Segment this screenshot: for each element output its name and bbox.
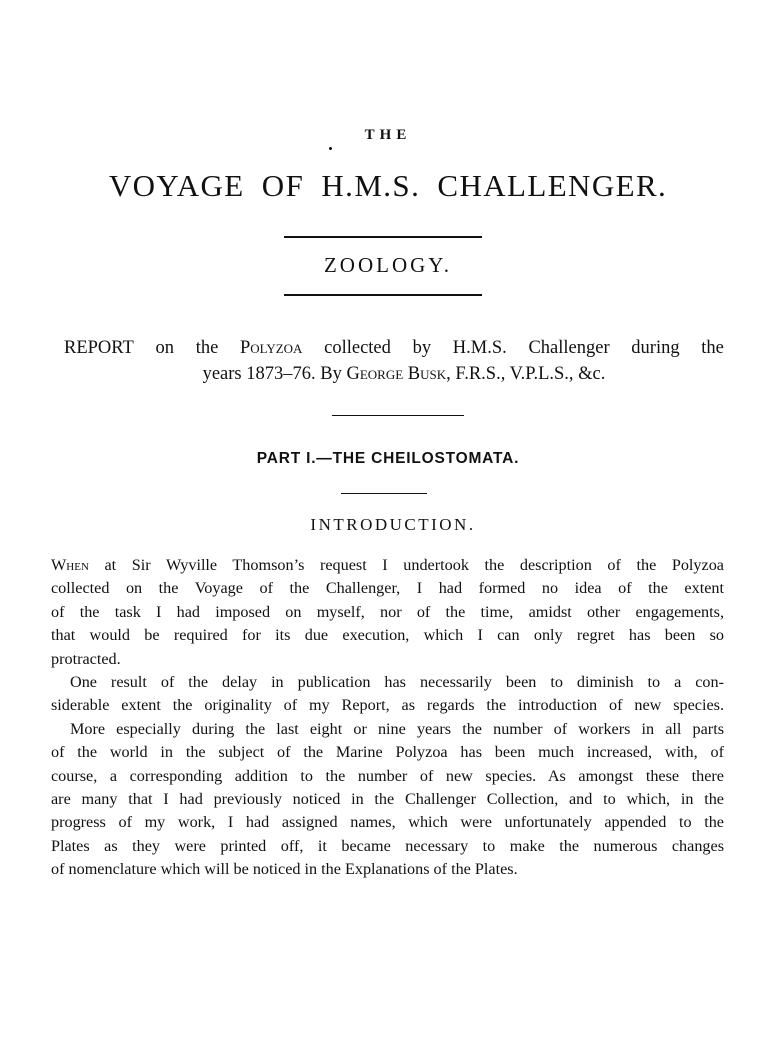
report-word: H.M.S.: [452, 338, 507, 358]
part-title: PART I.—THE CHEILOSTOMATA.: [256, 450, 520, 467]
rule-below-part: [341, 493, 427, 494]
report-word: by: [412, 338, 432, 358]
report-word: the: [701, 338, 724, 358]
report-credentials: , F.R.S., V.P.L.S., &c.: [446, 364, 606, 384]
report-author: George Busk: [346, 364, 447, 384]
text-line: progress of my work, I had assigned names, which were unfortunately appended to the: [51, 813, 724, 832]
report-word: on: [155, 338, 175, 358]
text-line: More especially during the last eight or nine years the number of workers in all parts: [70, 719, 724, 738]
text-line: Plates as they were printed off, it became necessary to make the numerous changes: [51, 836, 724, 855]
text-line: are many that I had previously noticed in the Challenger Collection, and to which, in the: [51, 790, 724, 809]
text-line: siderable extent the originality of my Report, as regards the introduction of new species.: [51, 696, 724, 715]
text-line: When at Sir Wyville Thomson’s request I undertook the description of the Polyzoa: [51, 556, 724, 574]
paragraph-2: [51, 671, 724, 718]
introduction-heading: INTRODUCTION.: [310, 515, 476, 534]
text-line: One result of the delay in publication has necessarily been to diminish to a con-: [70, 673, 724, 692]
paragraph-1: [51, 554, 724, 671]
drop-word: When: [51, 556, 89, 574]
text-line: collected on the Voyage of the Challenger, I had formed no idea of the extent: [51, 579, 724, 598]
paragraph-3: [51, 718, 724, 882]
report-years: years 1873–76. By: [202, 364, 347, 384]
volume-title: VOYAGE OF H.M.S. CHALLENGER.: [108, 168, 668, 203]
text-line: course, a corresponding addition to the number of new species. As amongst these there: [51, 766, 724, 785]
report-word: during: [631, 338, 680, 358]
section-title: ZOOLOGY.: [323, 253, 453, 277]
text-line: of nomenclature which will be noticed in the Explanations of the Plates.: [51, 860, 518, 879]
report-word-polyzoa: Polyzoa: [240, 338, 303, 358]
report-word: collected: [324, 338, 391, 358]
report-word: the: [195, 338, 219, 358]
text-line: of the task I had imposed on myself, nor of the time, amidst other engagements,: [51, 602, 724, 621]
text-line: protracted.: [51, 649, 121, 668]
report-title: [64, 335, 724, 387]
rule-below-section: [284, 294, 482, 296]
introduction-body: [51, 554, 724, 882]
text-line: of the world in the subject of the Marine Polyzoa has been much increased, with, of: [51, 743, 724, 762]
printer-dot: [329, 147, 332, 150]
rule-above-section: [284, 236, 482, 238]
rule-above-part: [332, 415, 464, 416]
report-title-line-1: [64, 335, 724, 361]
text-line: that would be required for its due execution, which I can only regret has been so: [51, 626, 724, 645]
report-word: REPORT: [64, 338, 134, 358]
report-title-line-2: [64, 361, 724, 387]
series-heading: THE: [364, 127, 412, 143]
report-word: Challenger: [528, 338, 610, 358]
